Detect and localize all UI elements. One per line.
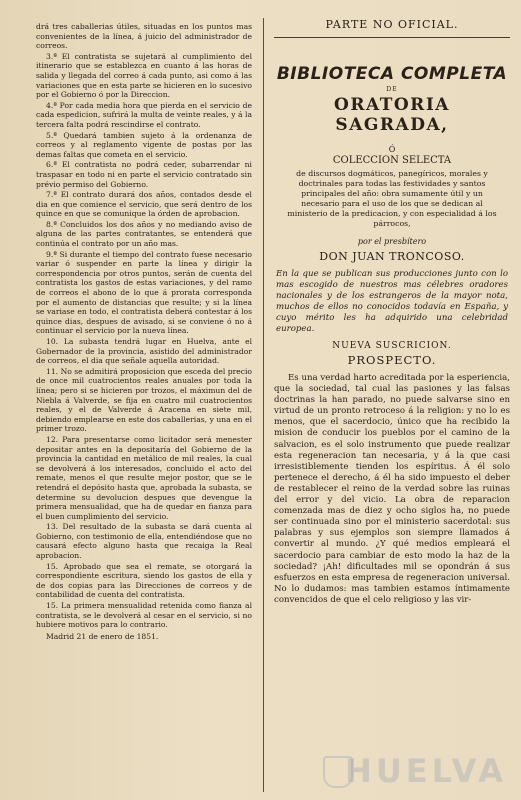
- advert-description: de discursos dogmáticos, panegíricos, morales y doctrinales para todas las festividades y santos principales del año: obra sumamente útil y un necesario para el uso de los que se dedican al ministerio de la predicacion, y con especialidad á los párrocos,: [287, 169, 497, 228]
- left-paragraph: 7.ª El contrato durará dos años, contados desde el dia en que comience el servicio, que será dentro de los quince en que se comunique la órden de aprobacion.: [36, 190, 252, 219]
- left-paragraph: drá tres caballerias útiles, situadas en los puntos mas convenientes de la línea, á juicio del administrador de correos.: [36, 22, 252, 51]
- left-paragraph: 10. La subasta tendrá lugar en Huelva, ante el Gobernador de la provincia, asistido del administrador de correos, el dia que señale aquella autoridad.: [36, 337, 252, 366]
- left-paragraph: 8.ª Concluidos los dos años y no mediando aviso de alguna de las partes contratantes, se entenderá que continúa el contrato por un año mas.: [36, 219, 252, 249]
- left-paragraph: 15. La primera mensualidad retenida como fianza al contratista, se le devolverá al cesar en el servicio, si no hubiere motivos para lo contrario.: [36, 601, 252, 630]
- nueva-suscricion: NUEVA SUSCRICION.: [332, 341, 452, 351]
- left-paragraph: 12. Para presentarse como licitador será menester depositar antes en la depositaría del Gobierno de la provincia la cantidad en metálico de mil reales, la cual se devolverá á los interesados, concluido el acto del remate, menos el que resulte mejor postor, que se le retendrá el depósito hasta que, aprobada la subasta, se determine su devolucion despues que devengue la primera mensualidad, que ha de quedar en fianza para el buen cumplimiento del servicio.: [36, 434, 252, 521]
- left-paragraph: 15. Aprobado que sea el remate, se otorgará la correspondiente escritura, siendo los gastos de ella y de dos copias para las Direcciones de correos y de contabilidad de cuenta del contratista.: [36, 561, 252, 600]
- section-header: PARTE NO OFICIAL.: [274, 18, 510, 38]
- advert-o: Ó: [388, 145, 396, 154]
- left-paragraph: 6.ª El contratista no podrá ceder, subarrendar ni traspasar en todo ni en parte el servicio contratado sin prévio permiso del Gobierno.: [36, 160, 252, 189]
- left-column: [36, 22, 252, 792]
- advert-coleccion: COLECCION SELECTA: [332, 155, 452, 166]
- prospecto-heading: PROSPECTO.: [347, 353, 437, 367]
- date-line: Madrid 21 de enero de 1851.: [46, 631, 159, 641]
- left-paragraph: 13. Del resultado de la subasta se dará cuenta al Gobierno, con testimonio de ella, entendiéndose que no causará efecto alguno hasta que recaiga la Real aprobacion.: [36, 522, 252, 561]
- author-by: por el presbítero: [357, 237, 427, 246]
- advert-subtitle: ORATORIA SAGRADA,: [334, 95, 450, 135]
- left-paragraph: 5.ª Quedará tambien sujeto á la ordenanza de correos y al reglamento vigente de postas por las demas faltas que cometa en el servicio.: [36, 130, 252, 159]
- left-paragraph: 11. No se admitirá proposicion que esceda del precio de once mil cuatrocientos reales anuales por toda la línea; pero si se hicieren por trozos, el máximun del de Niebla á Valverde, se fija en cuatro mil cuatrocientos reales, y el de Valverde á Aracena en siete mil, debiendo emplearse en este dos caballerias, y una en el primer trozo.: [36, 366, 252, 434]
- advert-italic-note: En la que se publican sus producciones junto con lo mas escogido de nuestros mas célebres oradores nacionales y de los estrangeros de la mayor nota, muchos de ellos no conocidos todavía en España, y cuyo mérito les ha adquirido una celebridad europea.: [276, 269, 508, 334]
- advert-de: DE: [386, 86, 398, 93]
- prospecto-text: Es una verdad harto acreditada por la esperiencia, que la sociedad, tal cual las pasiones y las falsas doctrinas la han parado, no puede salvarse sino en virtud de un pronto retroceso á la religion: y no lo es menos, que el sacerdocio, único que ha recibido la mision de conducir los pueblos por el camino de la salvacion, es el solo instrumento que puede realizar esta regeneracion tan necesaria, y á la que casi irresistiblemente tienden los espíritus. Á él solo pertenece el derecho, á él ha sido impuesto el deber de restablecer el reino de la verdad sobre las ruinas del error y del vicio. La obra de reparacion comenzada mas de diez y ocho siglos ha, no puede ser continuada sino por el ministerio sacerdotal: sus palabras y sus ejemplos son siempre llamados á convertir al mundo. ¿Y qué medios empleará el sacerdocio para cambiar de esto modo la haz de la sociedad? ¡Ah! dificultades mil se opondrán á sus esfuerzos en esta empresa de regeneracion universal. No lo dudamos: mas tambien estamos íntimamente convencidos de que el celo religioso y las vir-: [274, 373, 510, 605]
- column-divider: [263, 18, 264, 792]
- left-paragraph: 3.ª El contratista se sujetará al cumplimiento del itinerario que se establezca en cuanto á las horas de salida y llegada del correo á cada punto, asi como á las variaciones que en esta parte se hicieren en lo sucesivo por el Gobierno ó por la Direccion.: [36, 51, 252, 100]
- watermark: HUELVA: [345, 752, 507, 790]
- author-name: DON JUAN TRONCOSO.: [319, 250, 465, 263]
- left-paragraph: 9.ª Si durante el tiempo del contrato fuese necesario variar ó suspender en parte la línea y dirigir la correspondencia por otros puntos, serán de cuenta del contratista los gastos de estas variaciones, y del ramo de correos el abono de lo que á prorata corresponda por el aumento de distancias que resulte; y si la línea se variase en todo, el contratista deberá contestar á los quince dias, despues de avisado, si se conviene ó no á continuar el servicio por la nueva línea.: [36, 249, 252, 336]
- left-paragraph: 4.ª Por cada media hora que pierda en el servicio de cada espedicion, sufrirá la multa de veinte reales, y á la tercera falta podrá rescindirse el contrato.: [36, 100, 252, 129]
- right-column: [274, 18, 510, 792]
- advert-title: BIBLIOTECA COMPLETA: [276, 64, 508, 84]
